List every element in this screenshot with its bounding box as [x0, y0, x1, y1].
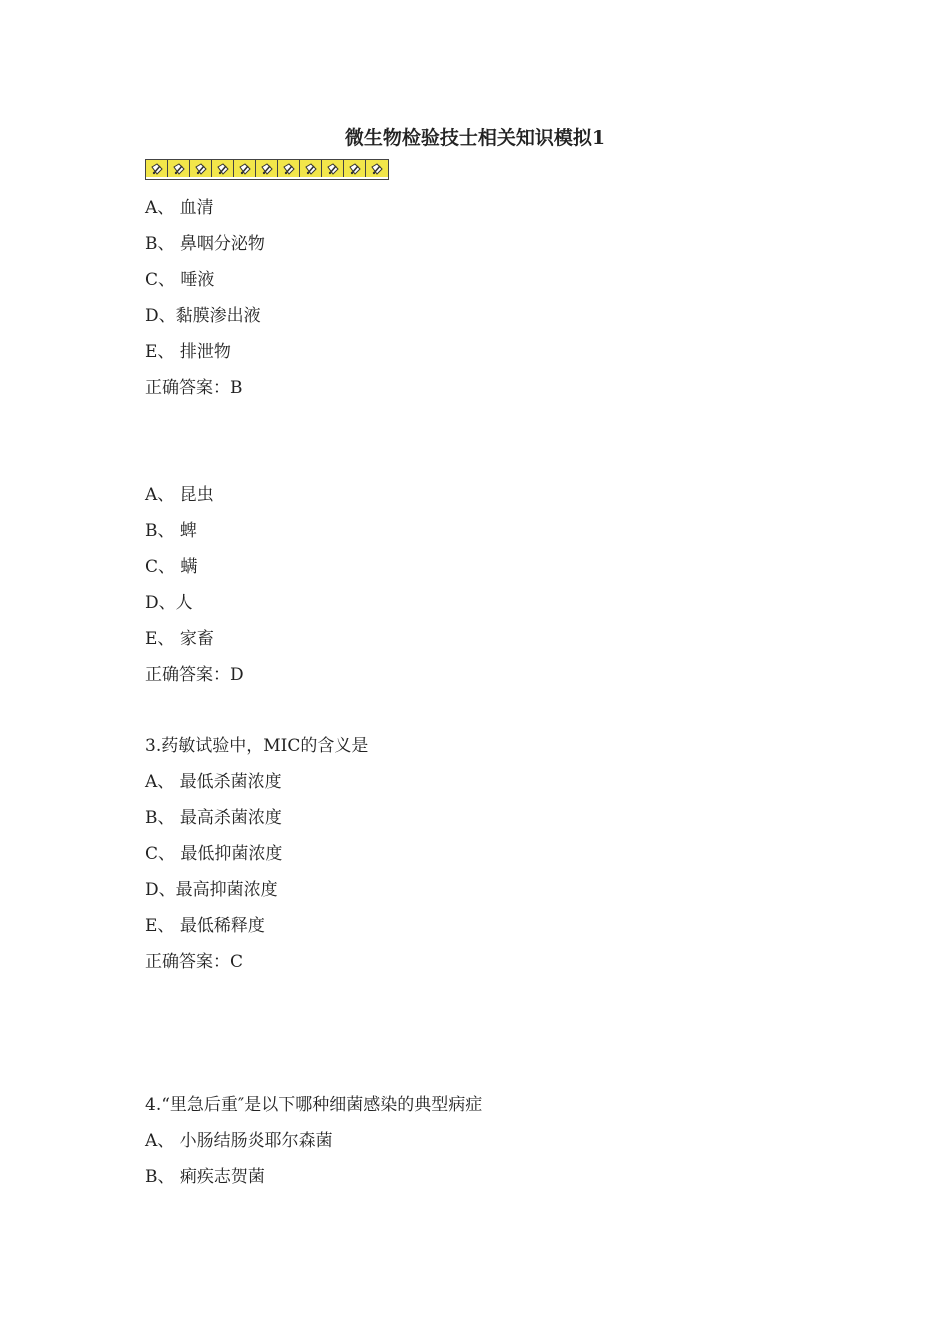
option-q2-e: E、 家畜	[145, 629, 214, 649]
document-title: 微生物检验技士相关知识模拟1	[344, 127, 606, 149]
pen-paper-icon	[256, 160, 278, 177]
pen-paper-icon	[190, 160, 212, 177]
option-q2-b: B、 蜱	[145, 521, 197, 541]
option-q1-a: A、 血清	[145, 198, 214, 218]
answer-q3: 正确答案：C	[145, 952, 244, 972]
pen-paper-icon	[322, 160, 344, 177]
option-q4-a: A、 小肠结肠炎耶尔森菌	[145, 1131, 333, 1151]
option-q1-d: D、黏膜渗出液	[145, 306, 261, 326]
option-q3-d: D、最高抑菌浓度	[145, 880, 278, 900]
pen-paper-icon	[366, 160, 388, 177]
option-q2-c: C、 螨	[145, 557, 198, 577]
option-q3-e: E、 最低稀释度	[145, 916, 265, 936]
pen-paper-icon	[278, 160, 300, 177]
option-q2-a: A、 昆虫	[145, 485, 214, 505]
option-q3-a: A、 最低杀菌浓度	[145, 772, 282, 792]
pen-paper-icon	[234, 160, 256, 177]
option-q4-b: B、 痢疾志贺菌	[145, 1167, 265, 1187]
pen-paper-icon	[146, 160, 168, 177]
option-q2-d: D、人	[145, 593, 193, 613]
option-q3-c: C、 最低抑菌浓度	[145, 844, 283, 864]
pen-paper-icon	[300, 160, 322, 177]
option-q1-c: C、 唾液	[145, 270, 215, 290]
pen-paper-icon	[212, 160, 234, 177]
pen-paper-icon	[168, 160, 190, 177]
pen-paper-icon	[344, 160, 366, 177]
pen-icon-strip	[145, 159, 389, 180]
option-q1-e: E、 排泄物	[145, 342, 231, 362]
option-q3-b: B、 最高杀菌浓度	[145, 808, 282, 828]
answer-q2: 正确答案：D	[145, 665, 244, 685]
option-q1-b: B、 鼻咽分泌物	[145, 234, 265, 254]
answer-q1: 正确答案：B	[145, 378, 243, 398]
question-4-stem: 4.“里急后重″是以下哪种细菌感染的典型病症	[145, 1095, 483, 1115]
question-3-stem: 3.药敏试验中，MIC的含义是	[145, 736, 369, 756]
